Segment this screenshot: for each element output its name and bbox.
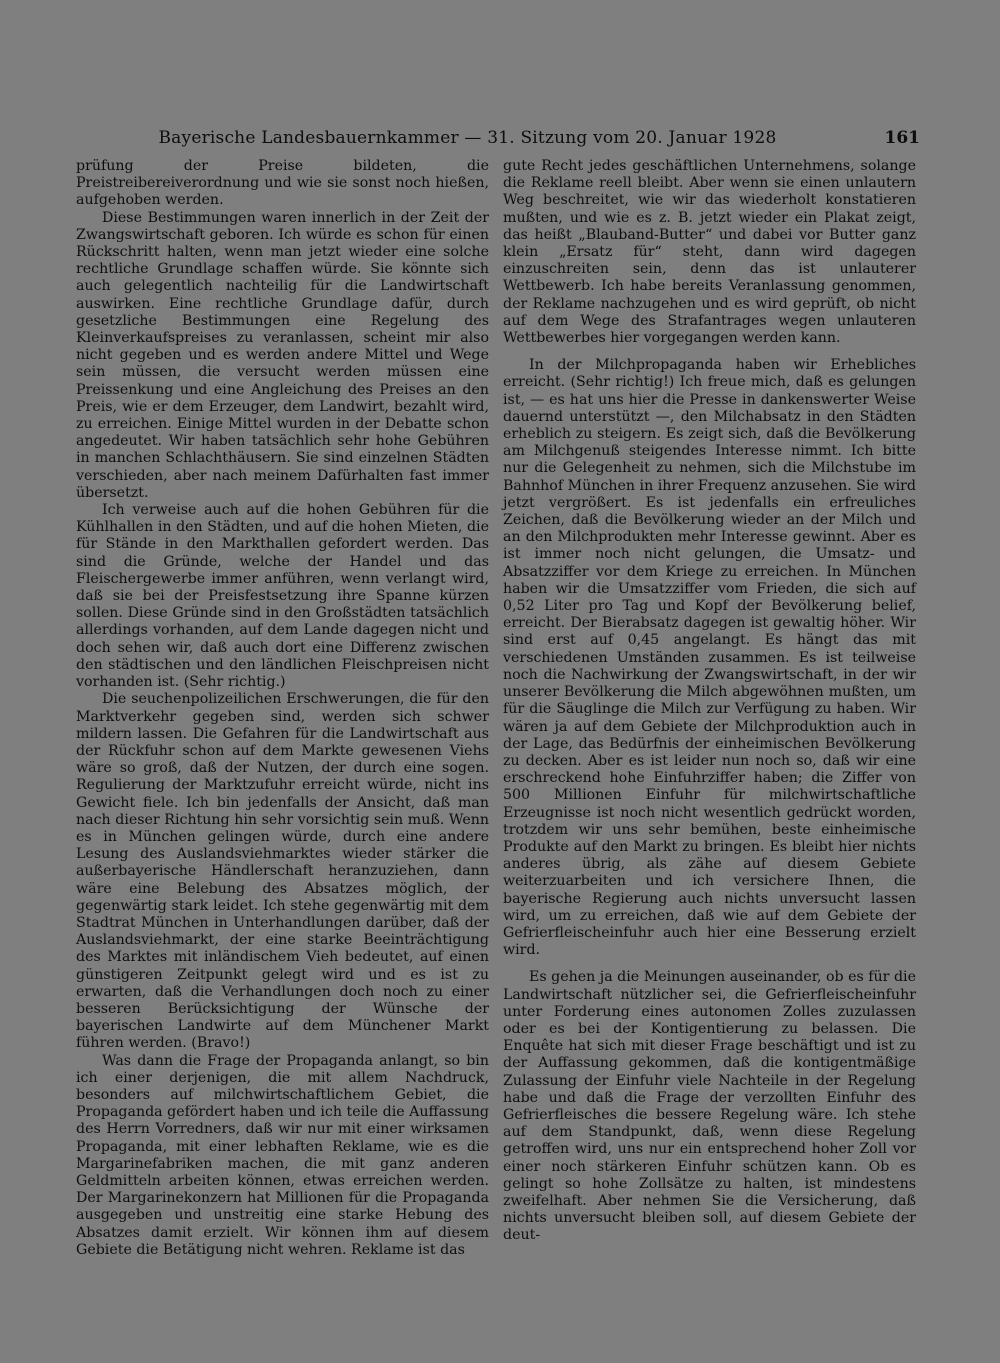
page-number: 161: [884, 128, 920, 148]
paragraph: Ich verweise auch auf die hohen Gebühren für die Kühlhallen in den Städten, und auf die hohen Mieten, die für Stände in den Markthallen gefordert werden. Das sind die Gründe, welche der Handel und das Fleischergewerbe immer anführen, wenn verlangt wird, daß sie bei der Preisfestsetzung ihre Spanne kürzen sollen. Diese Gründe sind in den Großstädten tatsächlich allerdings vorhanden, auf dem Lande dagegen nicht und doch sehen wir, daß auch dort eine Differenz zwischen den städtischen und den ländlichen Fleischpreisen nicht vorhanden ist. (Sehr richtig.): [76, 502, 489, 691]
paragraph: In der Milchpropaganda haben wir Erhebliches erreicht. (Sehr richtig!) Ich freue mich, daß es gelungen ist, — es hat uns hier die Presse in dankenswerter Weise dauernd unterstützt —, den Milchabsatz in den Städten erheblich zu steigern. Es zeigt sich, daß die Bevölkerung am Milchgenuß steigendes Interesse nimmt. Ich bitte nur die Gelegenheit zu nehmen, sich die Milchstube im Bahnhof München in ihrer Frequenz anzusehen. Sie wird jetzt vergrößert. Es ist jedenfalls ein erfreuliches Zeichen, daß die Bevölkerung wieder an der Milch und an den Milchprodukten mehr Interesse gewinnt. Aber es ist immer noch nicht gelungen, die Umsatz- und Absatzziffer vor dem Kriege zu erreichen. In München haben wir die Umsatzziffer vom Frieden, die sich auf 0,52 Liter pro Tag und Kopf der Bevölkerung belief, erreicht. Der Bierabsatz dagegen ist gewaltig höher. Wir sind erst auf 0,45 angelangt. Es hängt das mit verschiedenen Umständen zusammen. Es ist teilweise noch die Nachwirkung der Zwangswirtschaft, in der wir unserer Bevölkerung die Milch abgewöhnen mußten, um für die Säuglinge die Milch zur Verfügung zu haben. Wir wären ja auf dem Gebiete der Milchproduktion auch in der Lage, das Bedürfnis der einheimischen Bevölkerung zu decken. Aber es ist leider nun noch so, daß wir eine erschreckend hohe Einfuhrziffer haben; die Ziffer von 500 Millionen Einfuhr für milchwirtschaftliche Erzeugnisse ist noch nicht wesentlich gedrückt worden, trotzdem wir uns sehr bemühen, beste einheimische Produkte auf den Markt zu bringen. Es bleibt hier nichts anderes übrig, als zähe auf diesem Gebiete weiterzuarbeiten und ich versichere Ihnen, die bayerische Regierung auch nichts unversucht lassen wird, um zu erreichen, daß wie auf dem Gebiete der Gefrierfleischeinfuhr auch hier eine Besserung erzielt wird.: [503, 357, 916, 959]
paragraph: Es gehen ja die Meinungen auseinander, ob es für die Landwirtschaft nützlicher sei, die Gefrierfleischeinfuhr unter Forderung eines autonomen Zolles zuzulassen oder es bei der Kontigentierung zu belassen. Die Enquête hat sich mit dieser Frage beschäftigt und ist zu der Auffassung gekommen, daß die kontigentmäßige Zulassung der Einfuhr viele Nachteile in der Regelung habe und daß die Frage der verzollten Einfuhr des Gefrierfleisches die bessere Regelung wäre. Ich stehe auf dem Standpunkt, daß, wenn diese Regelung getroffen wird, uns nur ein entsprechend hoher Zoll vor einer noch stärkeren Einfuhr schützen kann. Ob es gelingt so hohe Zollsätze zu halten, ist mindestens zweifelhaft. Aber nehmen Sie die Versicherung, daß nichts unversucht bleiben soll, auf diesem Gebiete der deut-: [503, 969, 916, 1244]
header-title: Bayerische Landesbauernkammer — 31. Sitzung vom 20. Januar 1928: [158, 128, 777, 148]
running-header: [75, 124, 920, 152]
paragraph: prüfung der Preise bildeten, die Preistreibereiverordnung und wie sie sonst noch hießen, aufgehoben werden.: [76, 158, 489, 209]
right-column: [503, 158, 916, 1245]
paragraph: Diese Bestimmungen waren innerlich in der Zeit der Zwangswirtschaft geboren. Ich würde es schon für einen Rückschritt halten, wenn man jetzt wieder eine solche rechtliche Grundlage schaffen würde. Sie könnte sich auch gelegentlich nachteilig für die Landwirtschaft auswirken. Eine rechtliche Grundlage dafür, durch gesetzliche Bestimmungen eine Regelung des Kleinverkaufspreises zu veranlassen, scheint mir also nicht gegeben und es werden andere Mittel und Wege sein müssen, die versucht werden müssen eine Preissenkung und eine Angleichung des Preises an den Preis, wie er dem Erzeuger, dem Landwirt, bezahlt wird, zu erreichen. Einige Mittel wurden in der Debatte schon angedeutet. Wir haben tatsächlich sehr hohe Gebühren in manchen Schlachthäusern. Sie sind einzelnen Städten verschieden, aber nach meinem Dafürhalten fast immer übersetzt.: [76, 209, 489, 501]
paragraph: Was dann die Frage der Propaganda anlangt, so bin ich einer derjenigen, die mit allem Nachdruck, besonders auf milchwirtschaftlichem Gebiet, die Propaganda gefördert haben und ich teile die Auffassung des Herrn Vorredners, daß wir nur mit einer wirksamen Propaganda, mit einer lebhaften Reklame, wie es die Margarinefabriken machen, die mit ganz anderen Geldmitteln arbeiten können, etwas erreichen werden. Der Margarinekonzern hat Millionen für die Propaganda ausgegeben und unstreitig eine starke Hebung des Absatzes damit erzielt. Wir können ihm auf diesem Gebiete die Betätigung nicht wehren. Reklame ist das: [76, 1052, 489, 1258]
left-column: [76, 158, 489, 1259]
paragraph: Die seuchenpolizeilichen Erschwerungen, die für den Marktverkehr gegeben sind, werden sich schwer mildern lassen. Die Gefahren für die Landwirtschaft aus der Rückfuhr schon auf dem Markte gewesenen Viehs wäre so groß, daß der Nutzen, der durch eine sogen. Regulierung der Marktzufuhr erreicht würde, nicht ins Gewicht fiele. Ich bin jedenfalls der Ansicht, daß man nach dieser Richtung hin sehr vorsichtig sein muß. Wenn es in München gelingen würde, durch eine andere Lesung des Auslandsviehmarktes wieder stärker die außerbayerische Händlerschaft heranzuziehen, dann wäre eine Belebung des Absatzes möglich, der gegenwärtig stark leidet. Ich stehe gegenwärtig mit dem Stadtrat München in Unterhandlungen darüber, daß der Auslandsviehmarkt, der eine starke Beeinträchtigung des Marktes mit inländischem Vieh bedeutet, auf einen günstigeren Zeitpunkt gelegt wird und es ist zu erwarten, daß die Verhandlungen doch noch zu einer besseren Berücksichtigung der Wünsche der bayerischen Landwirte auf dem Münchener Markt führen werden. (Bravo!): [76, 691, 489, 1052]
paragraph: gute Recht jedes geschäftlichen Unternehmens, solange die Reklame reell bleibt. Aber wenn sie einen unlautern Weg beschreitet, wie wir das wiederholt konstatieren mußten, und wie es z. B. jetzt wieder ein Plakat zeigt, das heißt „Blauband-Butter“ und dabei vor Butter ganz klein „Ersatz für“ steht, dann wird dagegen einzuschreiten sein, denn das ist unlauterer Wettbewerb. Ich habe bereits Veranlassung genommen, der Reklame nachzugehen und es wird geprüft, ob nicht auf dem Wege des Strafantrages wegen unlauteren Wettbewerbes hier vorgegangen werden kann.: [503, 158, 916, 347]
